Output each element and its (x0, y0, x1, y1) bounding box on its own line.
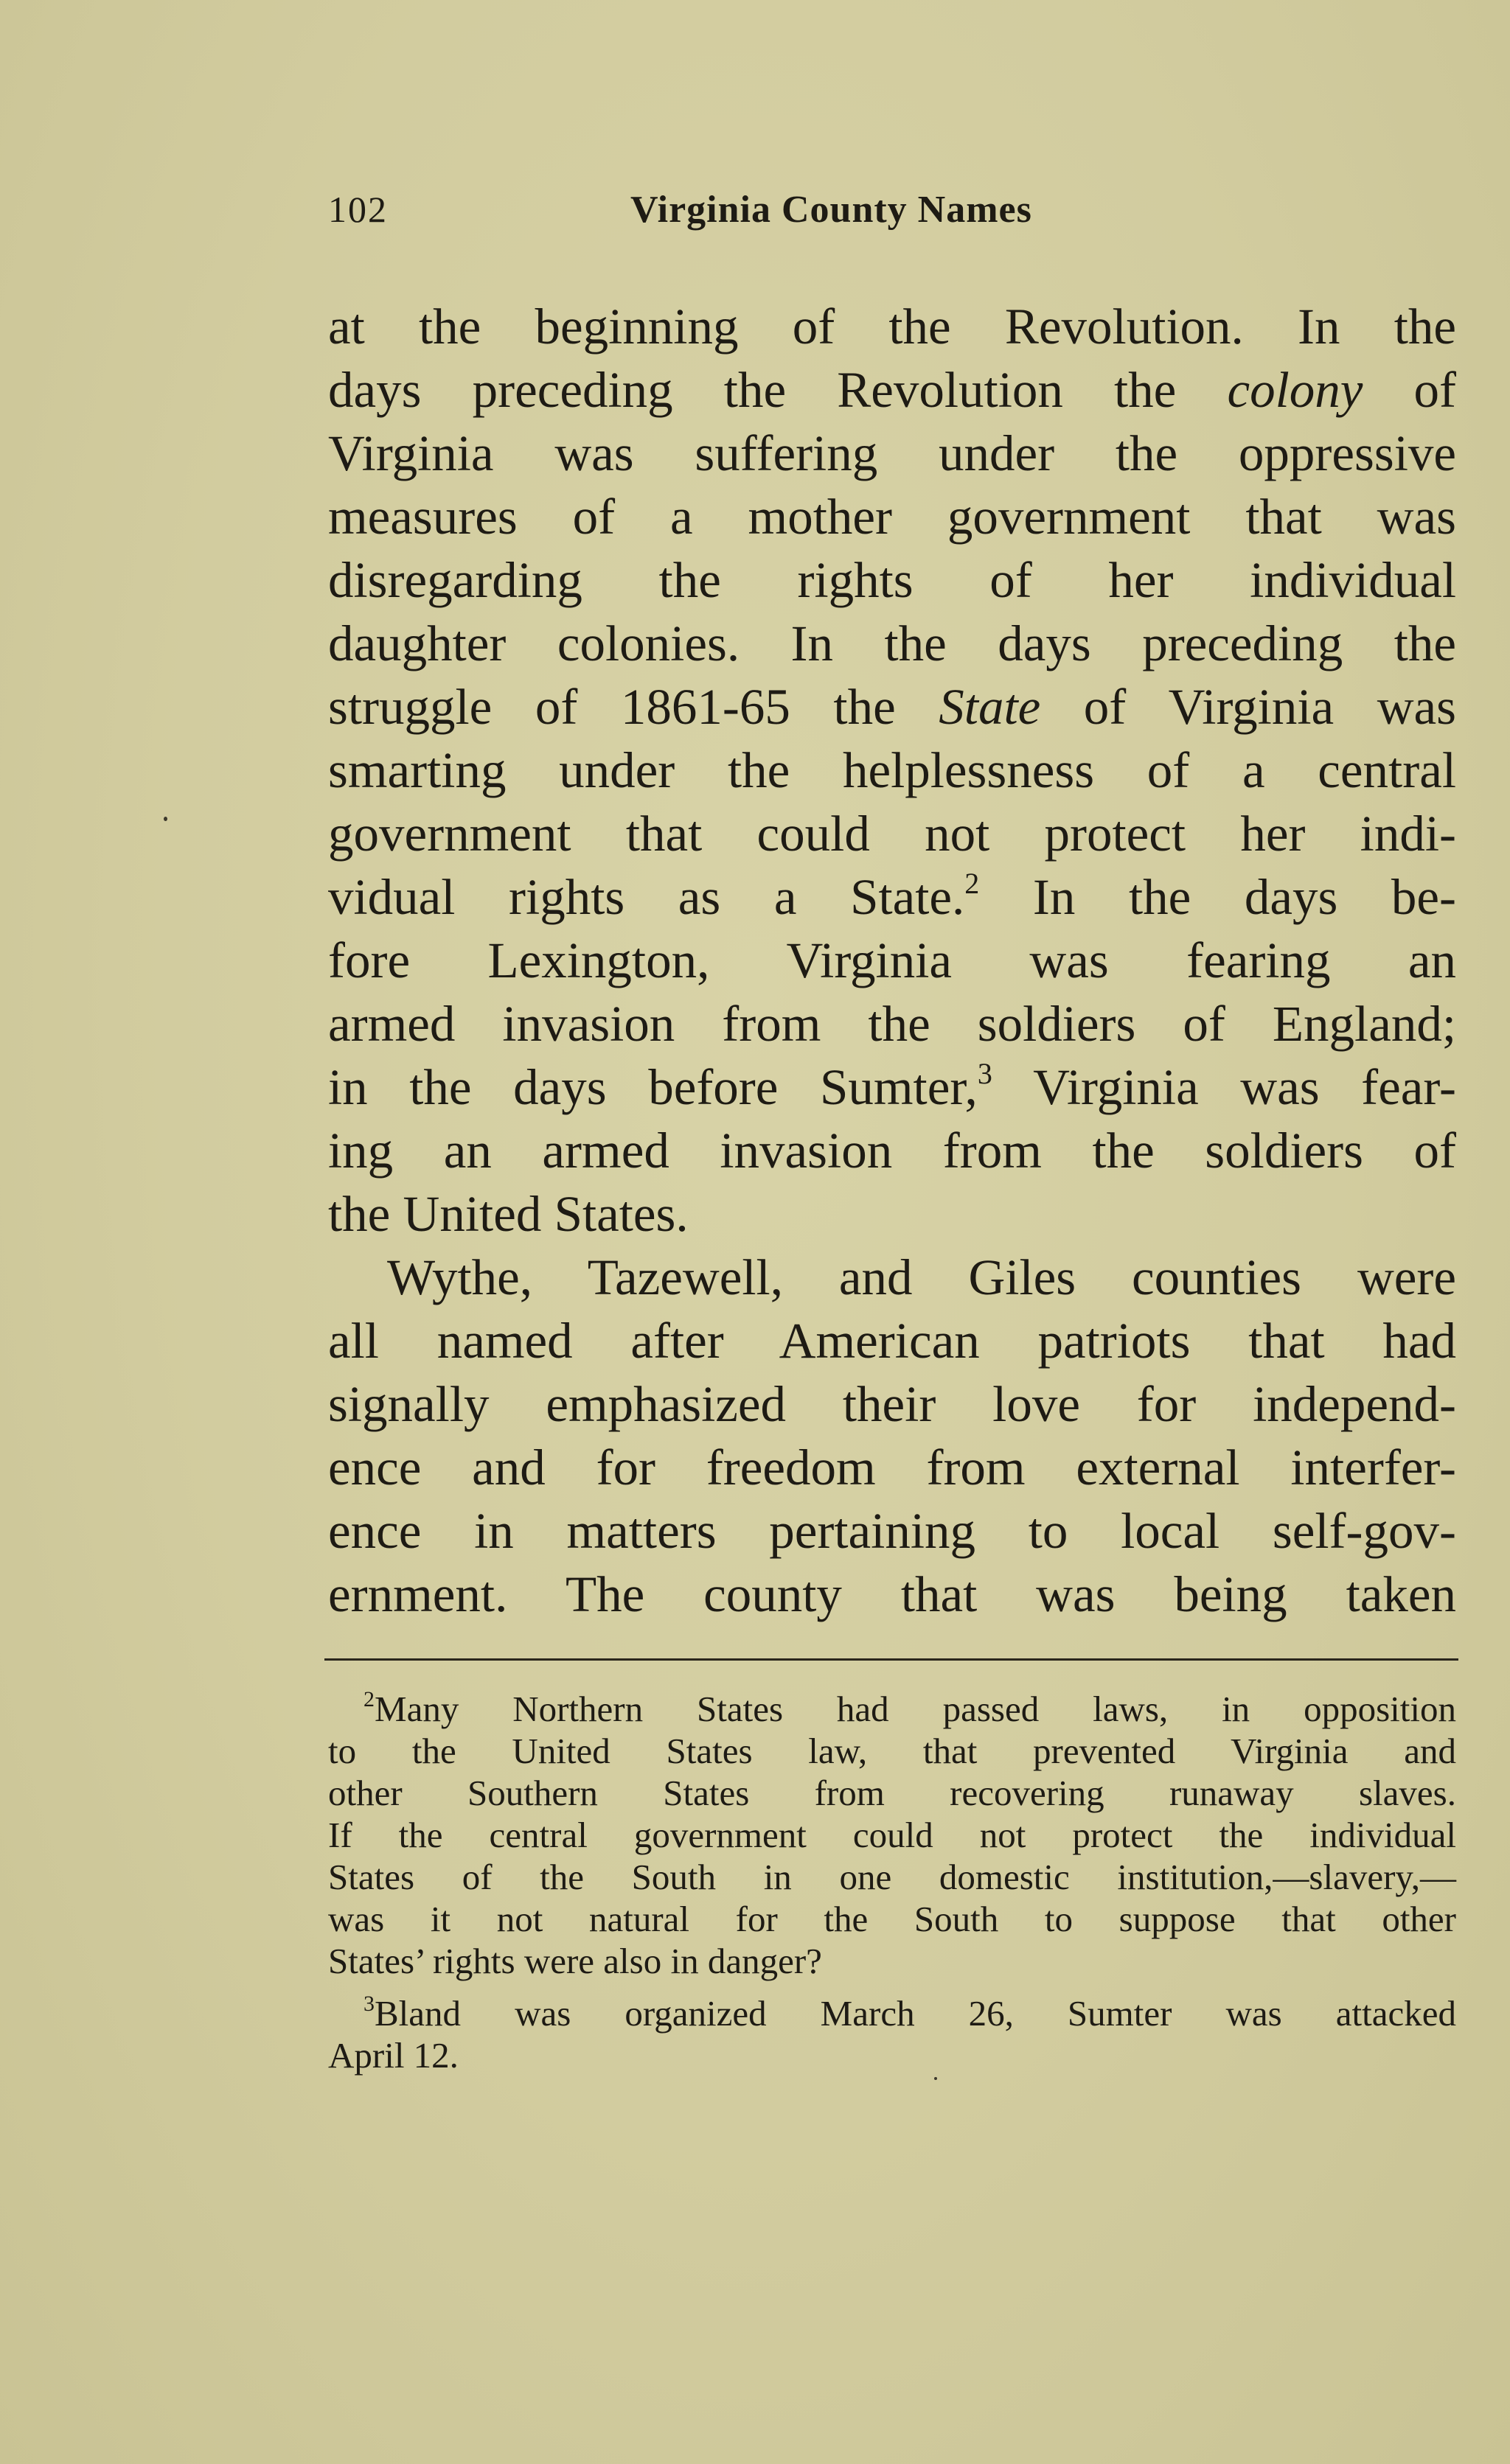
text-line: at the beginning of the Revolution. In the (328, 299, 1456, 355)
text-line: fore Lexington, Virginia was fearing an (328, 932, 1456, 988)
text-line: ence and for freedom from external interfer- (328, 1439, 1456, 1495)
footnote-line: April 12. (328, 2035, 459, 2076)
footnote-mark: 3 (363, 1992, 375, 2016)
paragraph-2 (328, 1246, 1456, 1626)
text-line: signally emphasized their love for independ- (328, 1376, 1456, 1432)
text-line: the United States. (328, 1186, 689, 1242)
text-line: measures of a mother government that was (328, 489, 1456, 545)
text-line: Virginia was suffering under the oppressive (328, 425, 1456, 481)
text-line: days preceding the Revolution the colony of (328, 362, 1456, 418)
footnote-line: States’ rights were also in danger? (328, 1941, 822, 1981)
text-line: daughter colonies. In the days preceding the (328, 615, 1456, 671)
text-line: ernment. The county that was being taken (328, 1566, 1456, 1622)
paragraph-1 (328, 295, 1456, 1246)
text-line: government that could not protect her indi- (328, 806, 1456, 862)
text-line: Wythe, Tazewell, and Giles counties were (387, 1249, 1456, 1305)
text-line: in the days before Sumter,$^3$ Virginia was fear- (328, 1057, 1456, 1115)
footnote-line: $^3$Bland was organized March 26, Sumter was attacked (363, 1992, 1456, 2034)
text-line: armed invasion from the soldiers of England; (328, 996, 1456, 1052)
text-line: ing an armed invasion from the soldiers of (328, 1123, 1456, 1179)
running-head (328, 188, 1456, 240)
footnote-mark: 2 (363, 1687, 375, 1711)
text-line: smarting under the helplessness of a central (328, 742, 1456, 798)
italic-word-colony: colony (1227, 362, 1363, 418)
scan-speck (934, 2077, 937, 2080)
footnote-line: States of the South in one domestic institution,—slavery,— (328, 1857, 1456, 1897)
footnote-line: to the United States law, that prevented Virginia and (328, 1731, 1456, 1771)
body-text (328, 295, 1456, 1626)
footnote-line: If the central government could not protect the individual (328, 1815, 1456, 1855)
running-title: Virginia County Names (630, 189, 1032, 231)
footnote-divider (324, 1658, 1458, 1661)
text-line: vidual rights as a State.$^2$ In the days be- (328, 867, 1456, 925)
footnote-line: other Southern States from recovering runaway slaves. (328, 1773, 1456, 1813)
scan-speck (164, 817, 167, 821)
footnote-line: was it not natural for the South to suppose that other (328, 1899, 1456, 1939)
text-line: ence in matters pertaining to local self-gov- (328, 1503, 1456, 1559)
text-line: disregarding the rights of her individual (328, 552, 1456, 608)
footnote-ref-3: 3 (977, 1057, 992, 1090)
footnote-ref-2: 2 (964, 867, 980, 900)
footnote-2 (328, 1688, 1456, 1982)
text-line: all named after American patriots that had (328, 1313, 1456, 1369)
page-number: 102 (328, 189, 388, 230)
italic-word-state: State (939, 679, 1041, 735)
text-line: struggle of 1861-65 the State of Virginia was (328, 679, 1457, 735)
footnotes (328, 1688, 1456, 2076)
footnote-3 (328, 1992, 1456, 2076)
footnote-line: $^2$Many Northern States had passed laws, in opposition (363, 1687, 1456, 1729)
